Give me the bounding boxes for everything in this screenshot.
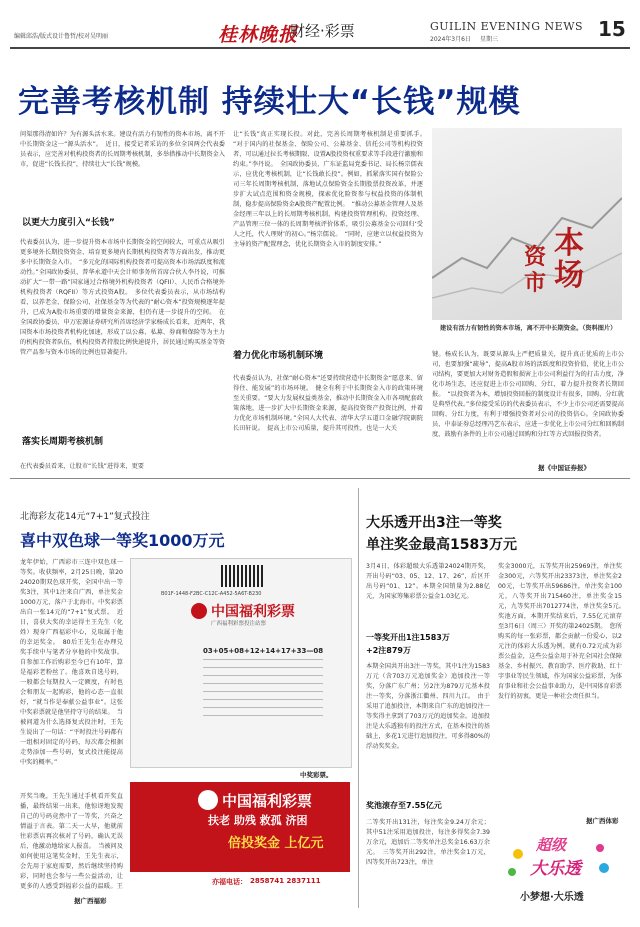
ad-logo-icon — [198, 790, 218, 810]
lottery-left-source: 据广西福彩 — [74, 897, 107, 905]
lotto-ad-bottom: 大乐透 — [530, 859, 581, 879]
subhead-long-cycle: 落实长周期考核机制 — [22, 437, 104, 447]
page-number: 15 — [598, 17, 626, 41]
lottery-right-title2: 单注奖金最高1583万元 — [366, 537, 517, 553]
article-intro: 问渠那得清如许？为有源头活水来。建设有活力有韧性的资本市场，离不开中长期资金这一“源头活水”。 近日，接受记者采访的多位全国两会代表委员表示，应完善对机构投资者的长周期考核机制，多举措推动中长期资金入市，促进“长钱长投”，持续壮大“长钱”规模。 — [20, 131, 225, 168]
photo-char-chang: 场 — [554, 258, 584, 293]
header-rule — [10, 47, 630, 49]
lottery-right-source: 据广西体彩 — [586, 817, 619, 825]
issue-weekday: 星期三 — [480, 36, 499, 43]
photo-char-shi: 市 — [524, 271, 547, 296]
lottery-kicker: 北海彩友花14元“7+1”复式投注 — [20, 512, 150, 522]
lotto-ad-top: 超级 — [536, 836, 567, 854]
ticket-barcode-icon — [221, 565, 265, 587]
lottery-right-body2: 本期全国共开出3注一等奖，其中1注为1583万元（含703万元追加奖金）追加投注一等奖，分落广东广州；另2注为879万元基本投注一等奖，分落浙江衢州、四川九江。 由于采用了追加投注，本期来自广东的追加投注一等奖得主拿到了703万元的追加奖金。追加投注是大乐透独有的投注方式，在基本投注的基础上，多花1元进行追加投注，可多得80%的浮动奖奖金。 — [366, 663, 490, 750]
lottery-right-title1: 大乐透开出3注一等奖 — [366, 515, 502, 531]
lottery-right-body1: 3月4日，体彩超级大乐透第24024期开奖，开出号码“03、05、12、17、26”，后区开出号码“01、12”。本期全国销量为2.88亿元，为国家筹集彩票公益金1.03亿元。 — [366, 563, 490, 600]
subhead-first-prize: 一等奖开出1注1583万 — [366, 633, 450, 642]
issue-date: 2024年3月6日 — [430, 36, 471, 43]
lottery-left-body2: 开奖当晚，王先生通过手机看开奖直播，最终结果一出来，他惊讶地发现自己的号码竟然中了一等奖，兴奋之情溢于言表。第二天一大早，他就前往彩票店再次核对了号码，确认无误后，他激动地给家人报喜。 当被问及如何使用这笔奖金时，王先生表示，会先用于家庭需要，然后继续坚持购彩，同时也会参与一些公益活动，让更多的人感受到福彩公益的温暖。王 — [20, 793, 123, 890]
subhead-jackpot: 奖池滚存至7.55亿元 — [366, 801, 442, 810]
brand-logo: 桂林晚报 — [218, 24, 299, 46]
ticket-lines — [203, 659, 323, 719]
ticket-caption: 中奖彩票。 — [300, 771, 333, 779]
lotto-slogan: 小梦想·大乐透 — [520, 892, 584, 903]
photo-caption: 建设有活力有韧性的资本市场，离不开中长期资金。（资料图片） — [440, 325, 617, 332]
subhead-first-prize-b: +2注879万 — [366, 646, 411, 655]
photo-char-zi: 资 — [524, 245, 547, 270]
column-divider — [358, 488, 359, 908]
ad-tel: 2858741 2837111 — [250, 877, 321, 885]
photo-char-ben: 本 — [554, 226, 584, 261]
ticket-subtitle: 广西福利彩票投注站票 — [211, 621, 267, 627]
lottery-ticket — [130, 558, 352, 768]
ad-logo-text: 中国福利彩票 — [222, 792, 313, 810]
ticket-code: B01F-1448-F2BC-C12C-A452-5A6T-B230 — [161, 591, 262, 597]
lottery-right-body3: 二等奖开出131注，每注奖金9.24万余元；其中51注采用追加投注，每注多得奖金7.39万余元，追加后二等奖单注总奖金16.63万余元。 三等奖开出292注，单注奖金1万元，四等奖开出723注，单注 — [366, 819, 490, 866]
article-col1-body: 代表委员认为，进一步提升资本市场中长期资金的空间较大，可重点从吸引更多境外长期投资资金、培育更多境内长期机构投资者等方面出发，推动更多中长期资金入市。 “多元化的国际机构投资者可提高资本市场活跃度和流动性。”全国政协委员、普华永道中天会计师事务所首席合伙人李丹说，可推动扩大“一带一路”国家通过合格境外机构投资者（QFII）、人民币合格境外机构投资者（RQFII）等方式投资A股。 多位代表委员表示，从市场结构看，以养老金、保险公司、社保基金等为代表的“耐心资本”投资规模逐年提升，已成为A股市场重要的增量资金来源，但仍有进一步提升的空间。 在全国政协委员、申万宏源证券研究所首席经济学家杨成长看来，近两年，我国资本市场投资者机构化加速，形成了以公募、私募、券商和保险等为主力的机构投资者队伍，机构投资者持股比例快速提升，居民通过购买基金等资管产品参与资本市场的比例也显著提升。 — [20, 239, 225, 356]
subhead-more-long-money: 以更大力度引入“长钱” — [22, 218, 115, 228]
article-col2-body: 让“长钱”真正实现长投。对此，完善长周期考核机制是重要抓手。 “对于国内的社保基金、保险公司、公募基金、信托公司等机构投资者，可以通过拉长考核期限、设置A股投资权重要求等手段进行激励和约束。”李丹说。 全国政协委员、广东证监局党委书记、局长杨宗儒表示，应优化考核机制，让“长钱敢长投”。例如，抓紧落实国有保险公司三年长周期考核机制，落地试点保险资金长期股票投资改革，并逐步扩大试点范围和资金规模，探索优化险资参与权益投资的体制机制，稳步提高保险资金A股资产配置比例。 “推动公募基金管理人及基金经理三年以上的长周期考核机制，构建投资管理机构、投资经理、产品管理三位一体的长周期考核评价体系，吸引公募基金公司回归‘受人之托，代人理财’的初心。”杨宗儒说。 “同时，应建立以权益投资为主导的资产配置理念，优化长期资金入市的制度安排。” — [233, 131, 423, 248]
ad-tel-label: 亦福电话： — [212, 878, 247, 886]
lottery-right-col2: 奖金3000元，五等奖开出25969注，单注奖金300元，六等奖开出23373注，单注奖金200元，七等奖开出59686注，单注奖金100元，八等奖开出715460注，单注奖金15元，九等奖开出7012774注，单注奖金5元。 奖池方面，本期开奖结束后，7.55亿元滚存至3月6日（周三）开奖的第24025期。 您所购买的每一张彩票，都会贡献一份爱心，以2元注的体彩大乐透为例，就有0.72元成为彩票公益金，这些公益金用于补充全国社会保障基金、乡村振兴、教育助学、医疗救助、红十字事业等民生领域，作为国家公益彩票，为体育事业和社会公益事业助力，是中国体育彩票发行的初衷，更是一种社会责任担当。 — [498, 563, 622, 700]
lottery-left-body1: 龙年伊始，广西彩市三连中双色球一等奖。收获频率，2月25日晚，第2024020期双色球开奖，全国中出一等奖3注，其中1注来自广西，单注奖金1000万元，落户于北海市。中奖彩票出自一张14元的“7+1”复式票。 近日，喜获大奖的幸运得主王先生（化姓）现身广西福彩中心，兑取属于他的幸运奖金。 80后王先生在办理兑奖手续中与笔者分享他的中奖故事。自参加工作后购彩至今已有10年，算是福彩老粉丝了。他喜欢自选号码，一般都会每期投入一定额度，有时也会和朋友一起购彩，他的心态一直很好，“就当作是奉献公益事业”。这张中奖彩票就是他坚持守号的结果。 当被问道为什么选择复式投注时，王先生说出了一句话：“平时投注号码都有一组相对固定的号码，每次都会根据走势添加一些号码，复式投注能提高中奖的概率。” — [20, 559, 123, 766]
article-col2-body2: 代表委员认为，社保“耐心资本”还要持续营造中长期资金“愿意来、留得住、能发展”的市场环境。 健全有利于中长期资金入市的政策环境至关重要。“要大力发展权益类基金，推动中长期资金入市各项配套政策落地，进一步扩大中长期资金来源，提高投资资产投资比例，并着力优化市场机制环境。”全国人大代表、清华大学五道口金融学院副院长田轩说。 提高上市公司质量，提升其可投性，也是一大关 — [233, 375, 423, 432]
editor-credits: 编辑邱浩/版式设计鲁哲/校对吴明丽 — [14, 33, 109, 40]
ticket-numbers: 03+05+08+12+14+17+33—08 — [203, 647, 324, 655]
ad-slogan: 扶老 助残 救孤 济困 — [208, 814, 308, 827]
article-col1-tail: 在代表委员看来，让股市“长钱”进得来，更要 — [20, 463, 144, 470]
article-photo — [432, 128, 622, 320]
section-name: 财经·彩票 — [290, 22, 355, 40]
ticket-title: 中国福利彩票 — [211, 604, 295, 620]
welfare-lottery-ad — [130, 782, 350, 872]
article-source: 据《中国证券报》 — [538, 464, 590, 472]
paper-name-en: GUILIN EVENING NEWS — [430, 20, 584, 33]
ticket-logo-icon — [191, 603, 207, 619]
lottery-left-title: 喜中双色球一等奖1000万元 — [20, 531, 225, 550]
subhead-market-environment: 着力优化市场机制环境 — [233, 351, 324, 361]
section-divider — [10, 478, 630, 479]
super-lotto-logo — [500, 832, 618, 882]
ad-promo: 倍投奖金 上亿元 — [228, 836, 324, 851]
article-col3-body: 键。杨成长认为，既要从源头上严把质量关，提升真正优质的上市公司，也要加强“疏导”，提高A股市场的活跃度和投资价值，优化上市公司结构，要更加大对财务造假和损害上市公司利益行为的打击力度，净化市场生态，还应促进上市公司回购、分红，着力提升投资者长期回报。 “以投资者为本，增加投资回报的制度设计有很多，回购、分红就是典型代表。”多位接受采访的代表委员表示，不少上市公司还需要提高回购、分红力度，有利于增强投资者对公司的投资信心。全国政协委员、中泰证券总经理冯艺东表示，应进一步优化上市公司分红和回购制度，鼓励有条件的上市公司通过回购和分红等方式回报投资者。 — [432, 351, 624, 438]
main-headline: 完善考核机制 持续壮大“长钱”规模 — [18, 84, 521, 120]
